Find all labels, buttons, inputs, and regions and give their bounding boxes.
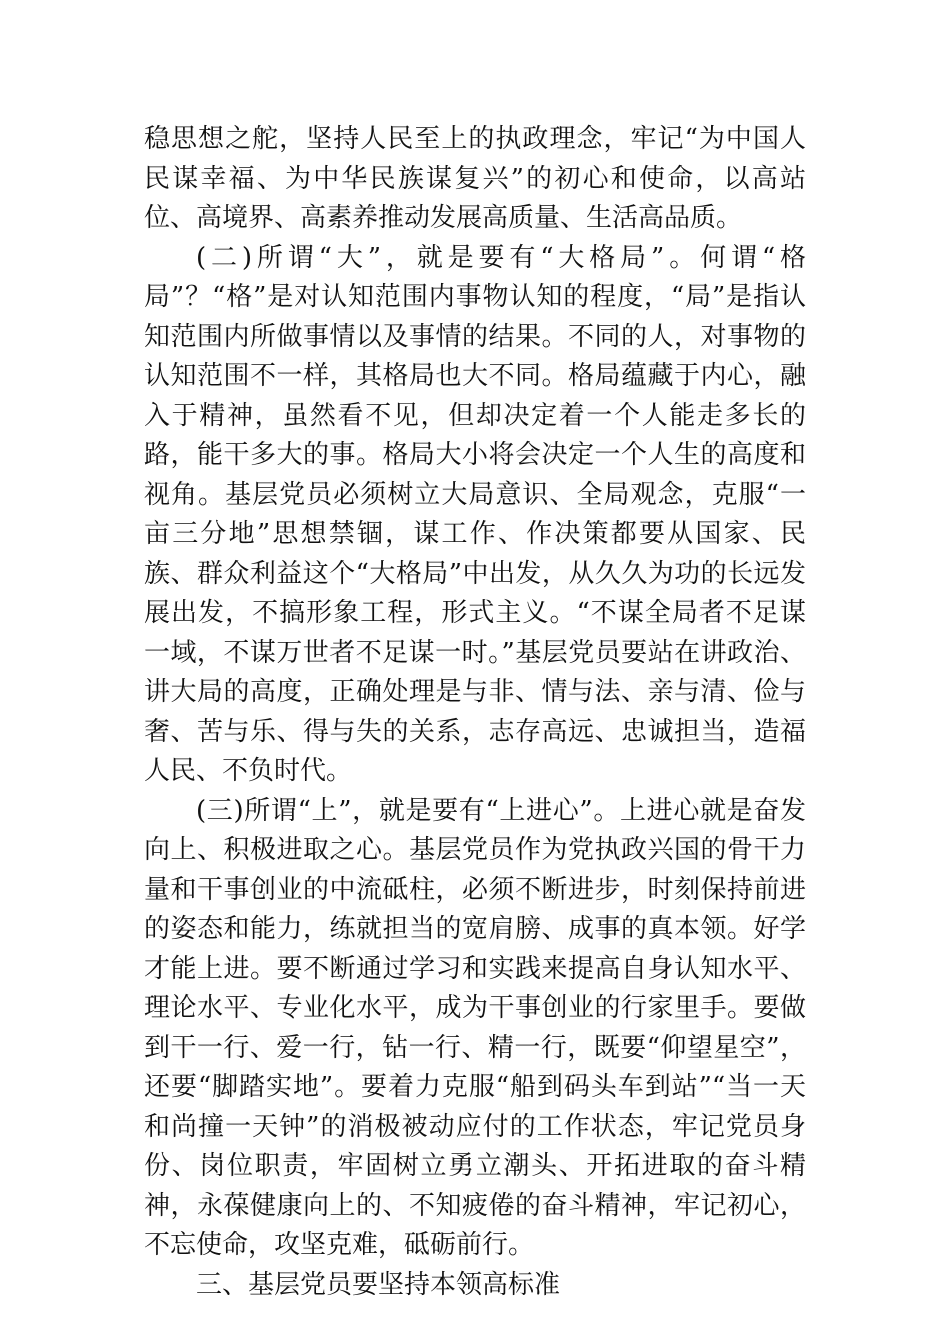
paragraph-shang-jinxin: (三)所谓“上”，就是要有“上进心”。上进心就是奋发向上、积极进取之心。基层党员作为党执政兴国的骨干力量和干事创业的中流砥柱，必须不断进步，时刻保持前进的姿态和能力，练就担当的宽肩膀、成事的真本领。好学才能上进。要不断通过学习和实践来提高自身认知水平、理论水平、专业化水平，成为干事创业的行家里手。要做到干一行、爱一行，钻一行、精一行，既要“仰望星空”，还要“脚踏实地”。要着力克服“船到码头车到站”“当一天和尚撞一天钟”的消极被动应付的工作状态，牢记党员身份、岗位职责，牢固树立勇立潮头、开拓进取的奋斗精神，永葆健康向上的、不知疲倦的奋斗精神，牢记初心，不忘使命，攻坚克难，砥砺前行。 bbox=[144, 795, 806, 1260]
paragraph-da-geju: (二)所谓“大”，就是要有“大格局”。何谓“格局”？“格”是对认知范围内事物认知的程度，“局”是指认知范围内所做事情以及事情的结果。不同的人，对事物的认知范围不一样，其格局也大不同。格局蕴藏于内心，融入于精神，虽然看不见，但却决定着一个人能走多长的路，能干多大的事。格局大小将会决定一个人生的高度和视角。基层党员必须树立大局意识、全局观念，克服“一亩三分地”思想禁锢，谋工作、作决策都要从国家、民族、群众利益这个“大格局”中出发，从久久为功的长远发展出发，不搞形象工程，形式主义。“不谋全局者不足谋一域，不谋万世者不足谋一时。”基层党员要站在讲政治、讲大局的高度，正确处理是与非、情与法、亲与清、俭与奢、苦与乐、得与失的关系，志存高远、忠诚担当，造福人民、不负时代。 bbox=[144, 242, 806, 786]
document-page bbox=[144, 120, 806, 1305]
paragraph-continuation: 稳思想之舵，坚持人民至上的执政理念，牢记“为中国人民谋幸福、为中华民族谋复兴”的初心和使命，以高站位、高境界、高素养推动发展高质量、生活高品质。 bbox=[144, 124, 806, 233]
section-heading: 三、基层党员要坚持本领高标准 bbox=[196, 1269, 561, 1300]
